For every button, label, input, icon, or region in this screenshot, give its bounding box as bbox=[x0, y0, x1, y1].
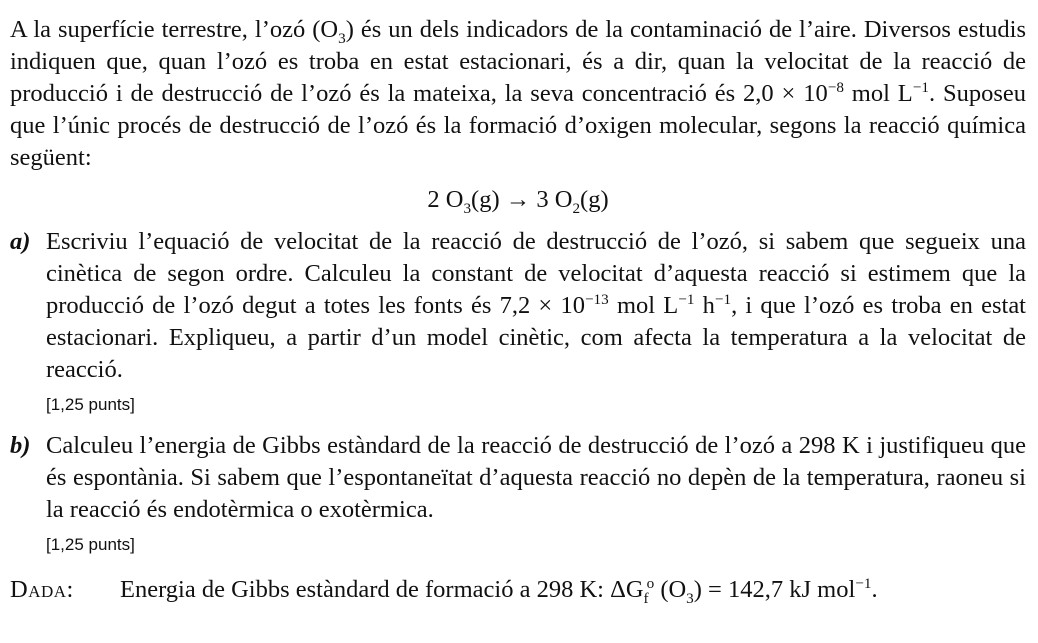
data-exponent: −1 bbox=[855, 574, 872, 592]
exam-page bbox=[10, 14, 1026, 606]
equation-rhs-subscript: 2 bbox=[572, 199, 581, 217]
equation-arrow-rhs: (g) → 3 O bbox=[471, 186, 573, 213]
concentration-exponent: −8 bbox=[827, 78, 844, 96]
question-a-text-2: mol L bbox=[608, 292, 679, 319]
question-a-points: [1,25 punts] bbox=[46, 395, 135, 414]
question-a-text bbox=[46, 226, 1026, 386]
ozone-subscript: 3 bbox=[338, 29, 346, 47]
data-text-2: (O bbox=[654, 576, 687, 603]
question-a-text-4: , i que l’ozó es troba en estat estacionari. Expliqueu, a partir d’un model cinètic, com afecta la temperatura a la velocitat de reacció. bbox=[46, 292, 1026, 383]
data-superscript-o: o bbox=[646, 574, 655, 592]
question-a-exponent-3: −1 bbox=[714, 290, 732, 308]
data-line bbox=[10, 574, 1026, 606]
equation-rhs-state: (g) bbox=[580, 186, 609, 213]
intro-text-2: ) és un dels indicadors de la contaminació de l’aire. Diversos estudis indiquen que, quan l’ozó es troba en estat estacionari, és a dir, quan la velocitat de la reacció de producció i de destrucció de l’ozó és la mateixa, la seva concentració és 2,0 × 10 bbox=[10, 16, 1026, 107]
question-b bbox=[10, 430, 1026, 526]
intro-text-1: A la superfície terrestre, l’ozó (O bbox=[10, 16, 339, 43]
question-b-letter: b) bbox=[10, 432, 31, 459]
data-text-1: Energia de Gibbs estàndard de formació a 298 K: ΔG bbox=[120, 576, 644, 603]
data-label: Dada: bbox=[10, 576, 74, 603]
intro-text-3: mol L bbox=[843, 80, 913, 107]
data-text-3: ) = 142,7 kJ mol bbox=[693, 576, 856, 603]
equation-lhs-subscript: 3 bbox=[463, 199, 472, 217]
intro-text-4: . Suposeu que l’únic procés de destrucció de l’ozó és la formació d’oxigen molecular, segons la reacció química següent: bbox=[10, 80, 1026, 171]
question-a-exponent-2: −1 bbox=[678, 290, 695, 308]
equation-lhs: 2 O bbox=[427, 186, 464, 213]
question-a-exponent-1: −13 bbox=[584, 290, 609, 308]
question-a bbox=[10, 226, 1026, 386]
unit-exponent: −1 bbox=[912, 78, 929, 96]
question-b-points: [1,25 punts] bbox=[46, 535, 135, 554]
question-a-text-1: Escriviu l’equació de velocitat de la reacció de destrucció de l’ozó, si sabem que segueix una cinètica de segon ordre. Calculeu la constant de velocitat d’aquesta reacció si estimem que la producció de l’ozó degut a totes les fonts és 7,2 × 10 bbox=[46, 228, 1026, 319]
data-ozone-subscript: 3 bbox=[686, 589, 694, 607]
reaction-equation bbox=[10, 180, 1026, 220]
question-a-text-3: h bbox=[694, 292, 715, 319]
question-b-text: Calculeu l’energia de Gibbs estàndard de la reacció de destrucció de l’ozó a 298 K i justifiqueu que és espontània. Si sabem que l’espontaneïtat d’aquesta reacció no depèn de la temperatura, raoneu si la reacció és endotèrmica o exotèrmica. bbox=[46, 432, 1026, 523]
data-subscript-f: f bbox=[643, 589, 649, 607]
question-a-letter: a) bbox=[10, 228, 31, 255]
data-text bbox=[120, 574, 878, 606]
intro-paragraph bbox=[10, 14, 1026, 174]
data-text-4: . bbox=[871, 576, 878, 603]
